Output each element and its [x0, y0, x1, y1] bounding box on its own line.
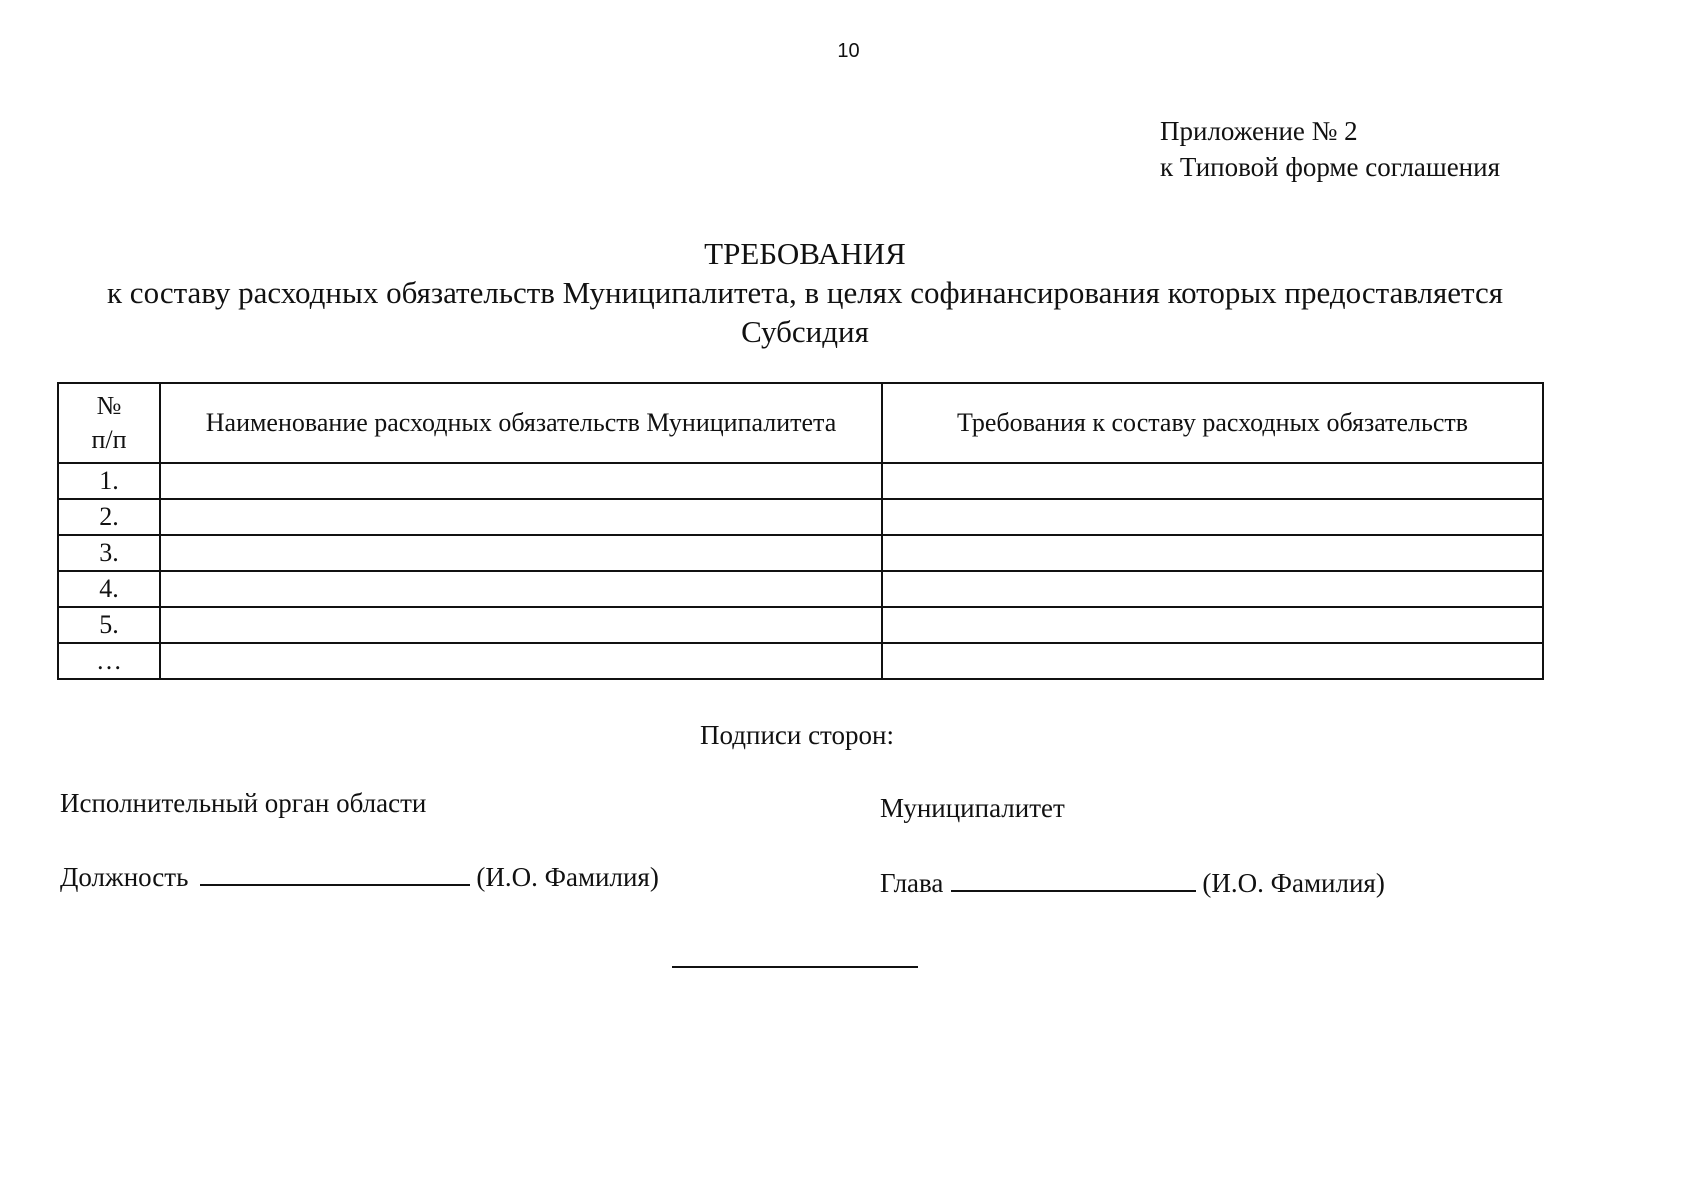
- row-requirements: [882, 643, 1543, 679]
- table-row: [58, 607, 1543, 643]
- right-position-label: Глава: [880, 868, 944, 898]
- row-number: …: [58, 643, 160, 679]
- left-signature-line: [60, 862, 659, 893]
- title-subtitle-line-1: к составу расходных обязательств Муниципалитета, в целях софинансирования которых предоставляется: [107, 275, 1503, 310]
- right-name-hint: (И.О. Фамилия): [1202, 868, 1385, 898]
- table-row: [58, 571, 1543, 607]
- row-obligation-name: [160, 463, 882, 499]
- row-number: 5.: [58, 607, 160, 643]
- left-name-hint: (И.О. Фамилия): [476, 862, 659, 892]
- row-obligation-name: [160, 571, 882, 607]
- table-row: [58, 499, 1543, 535]
- header-requirements: Требования к составу расходных обязательств: [882, 383, 1543, 463]
- right-party-title: Муниципалитет: [880, 793, 1065, 823]
- row-obligation-name: [160, 535, 882, 571]
- table-row: [58, 463, 1543, 499]
- header-number: [58, 383, 160, 463]
- row-requirements: [882, 571, 1543, 607]
- row-obligation-name: [160, 499, 882, 535]
- row-requirements: [882, 607, 1543, 643]
- document-title: [40, 234, 1570, 351]
- row-number: 1.: [58, 463, 160, 499]
- appendix-line-1: Приложение № 2: [1160, 116, 1358, 146]
- title-subtitle-line-2: Субсидия: [741, 314, 869, 349]
- row-obligation-name: [160, 643, 882, 679]
- row-number: 2.: [58, 499, 160, 535]
- requirements-table: [57, 382, 1544, 680]
- page-number: 10: [837, 40, 860, 62]
- left-signature-blank: [200, 862, 470, 886]
- row-requirements: [882, 499, 1543, 535]
- appendix-line-2: к Типовой форме соглашения: [1160, 152, 1500, 182]
- row-requirements: [882, 535, 1543, 571]
- table-row: [58, 535, 1543, 571]
- signatures-title: Подписи сторон:: [700, 720, 894, 750]
- title-main: ТРЕБОВАНИЯ: [704, 236, 906, 271]
- row-number: 3.: [58, 535, 160, 571]
- appendix-reference: [1160, 113, 1500, 185]
- header-number-line-2: п/п: [91, 425, 127, 454]
- table-header-row: [58, 383, 1543, 463]
- end-rule: [672, 966, 918, 968]
- table-row: [58, 643, 1543, 679]
- row-number: 4.: [58, 571, 160, 607]
- header-obligation-name: Наименование расходных обязательств Муниципалитета: [160, 383, 882, 463]
- header-number-line-1: №: [96, 391, 122, 420]
- right-signature-line: [880, 868, 1385, 899]
- row-obligation-name: [160, 607, 882, 643]
- left-position-label: Должность: [60, 862, 189, 892]
- left-party-title: Исполнительный орган области: [60, 788, 427, 818]
- right-signature-blank: [951, 868, 1196, 892]
- row-requirements: [882, 463, 1543, 499]
